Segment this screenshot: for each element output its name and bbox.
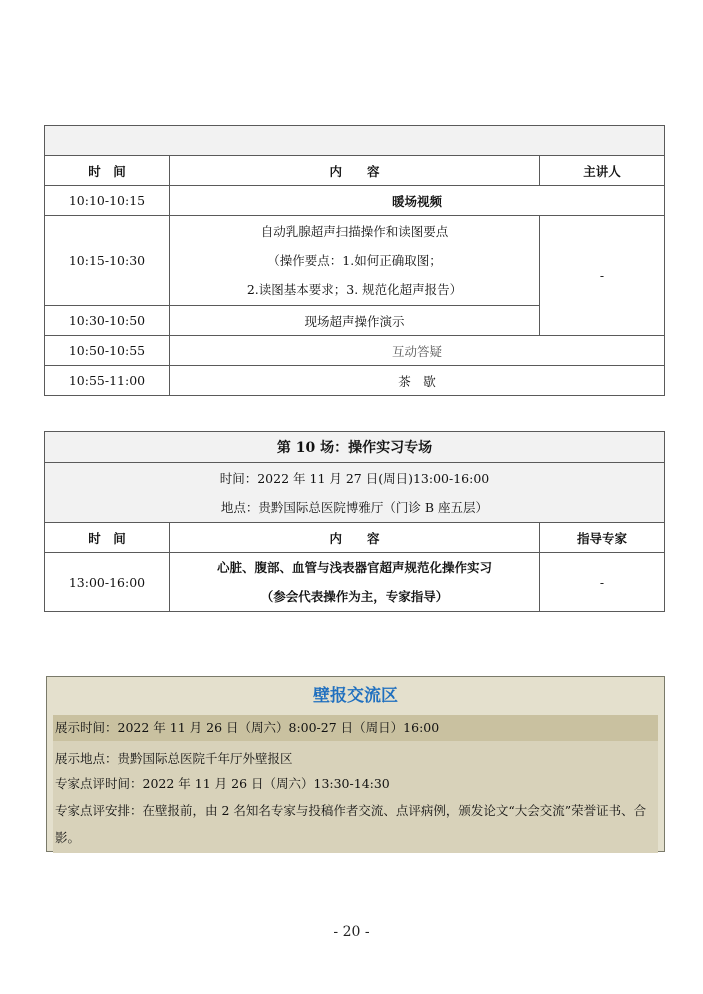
row-content — [170, 216, 540, 306]
content-line: 心脏、腹部、血管与浅表器官超声规范化操作实习 — [216, 560, 492, 575]
row-content: 暖场视频 — [170, 186, 665, 216]
content-line: （操作要点：1.如何正确取图； — [267, 253, 442, 268]
table-title-row — [45, 126, 665, 156]
session-title: 第 10 场：操作实习专场 — [45, 432, 665, 463]
header-time: 时 间 — [45, 523, 170, 553]
speaker-cell: - — [540, 216, 665, 336]
row-time: 10:50-10:55 — [45, 336, 170, 366]
session-time: 时间：2022 年 11 月 27 日(周日)13:00-16:00 — [45, 463, 665, 493]
table-row — [45, 336, 665, 366]
row-time: 10:55-11:00 — [45, 366, 170, 396]
table-row — [45, 553, 665, 612]
poster-exchange-box — [46, 676, 665, 852]
row-time: 10:30-10:50 — [45, 306, 170, 336]
table-row — [45, 216, 665, 306]
row-time: 13:00-16:00 — [45, 553, 170, 612]
table-row — [45, 366, 665, 396]
header-time: 时 间 — [45, 156, 170, 186]
header-expert: 指导专家 — [540, 523, 665, 553]
row-content: 互动答疑 — [170, 336, 665, 366]
poster-display-time: 展示时间：2022 年 11 月 26 日（周六）8:00-27 日（周日）16:00 — [53, 715, 658, 741]
content-line: （参会代表操作为主，专家指导） — [260, 589, 449, 604]
poster-display-location: 展示地点：贵黔国际总医院千年厅外壁报区 — [53, 741, 658, 771]
row-content: 现场超声操作演示 — [170, 306, 540, 336]
header-speaker: 主讲人 — [540, 156, 665, 186]
poster-review-time: 专家点评时间：2022 年 11 月 26 日（周六）13:30-14:30 — [53, 771, 658, 797]
header-content: 内 容 — [170, 523, 540, 553]
row-content — [170, 553, 540, 612]
row-content: 茶 歇 — [170, 366, 665, 396]
page-number: - 20 - — [333, 924, 370, 940]
header-content: 内 容 — [170, 156, 540, 186]
expert-cell: - — [540, 553, 665, 612]
session-location: 地点：贵黔国际总医院博雅厅（门诊 B 座五层） — [45, 493, 665, 523]
schedule-table-1 — [44, 125, 665, 396]
row-time: 10:10-10:15 — [45, 186, 170, 216]
row-time: 10:15-10:30 — [45, 216, 170, 306]
poster-review-arrangement: 专家点评安排：在壁报前，由 2 名知名专家与投稿作者交流、点评病例，颁发论文“大会交流”荣誉证书、合影。 — [53, 797, 658, 853]
table-row — [45, 186, 665, 216]
session-10-table — [44, 431, 665, 612]
poster-title: 壁报交流区 — [313, 686, 398, 706]
content-line: 自动乳腺超声扫描操作和读图要点 — [260, 224, 449, 239]
content-line: 2.读图基本要求；3. 规范化超声报告） — [246, 282, 463, 297]
